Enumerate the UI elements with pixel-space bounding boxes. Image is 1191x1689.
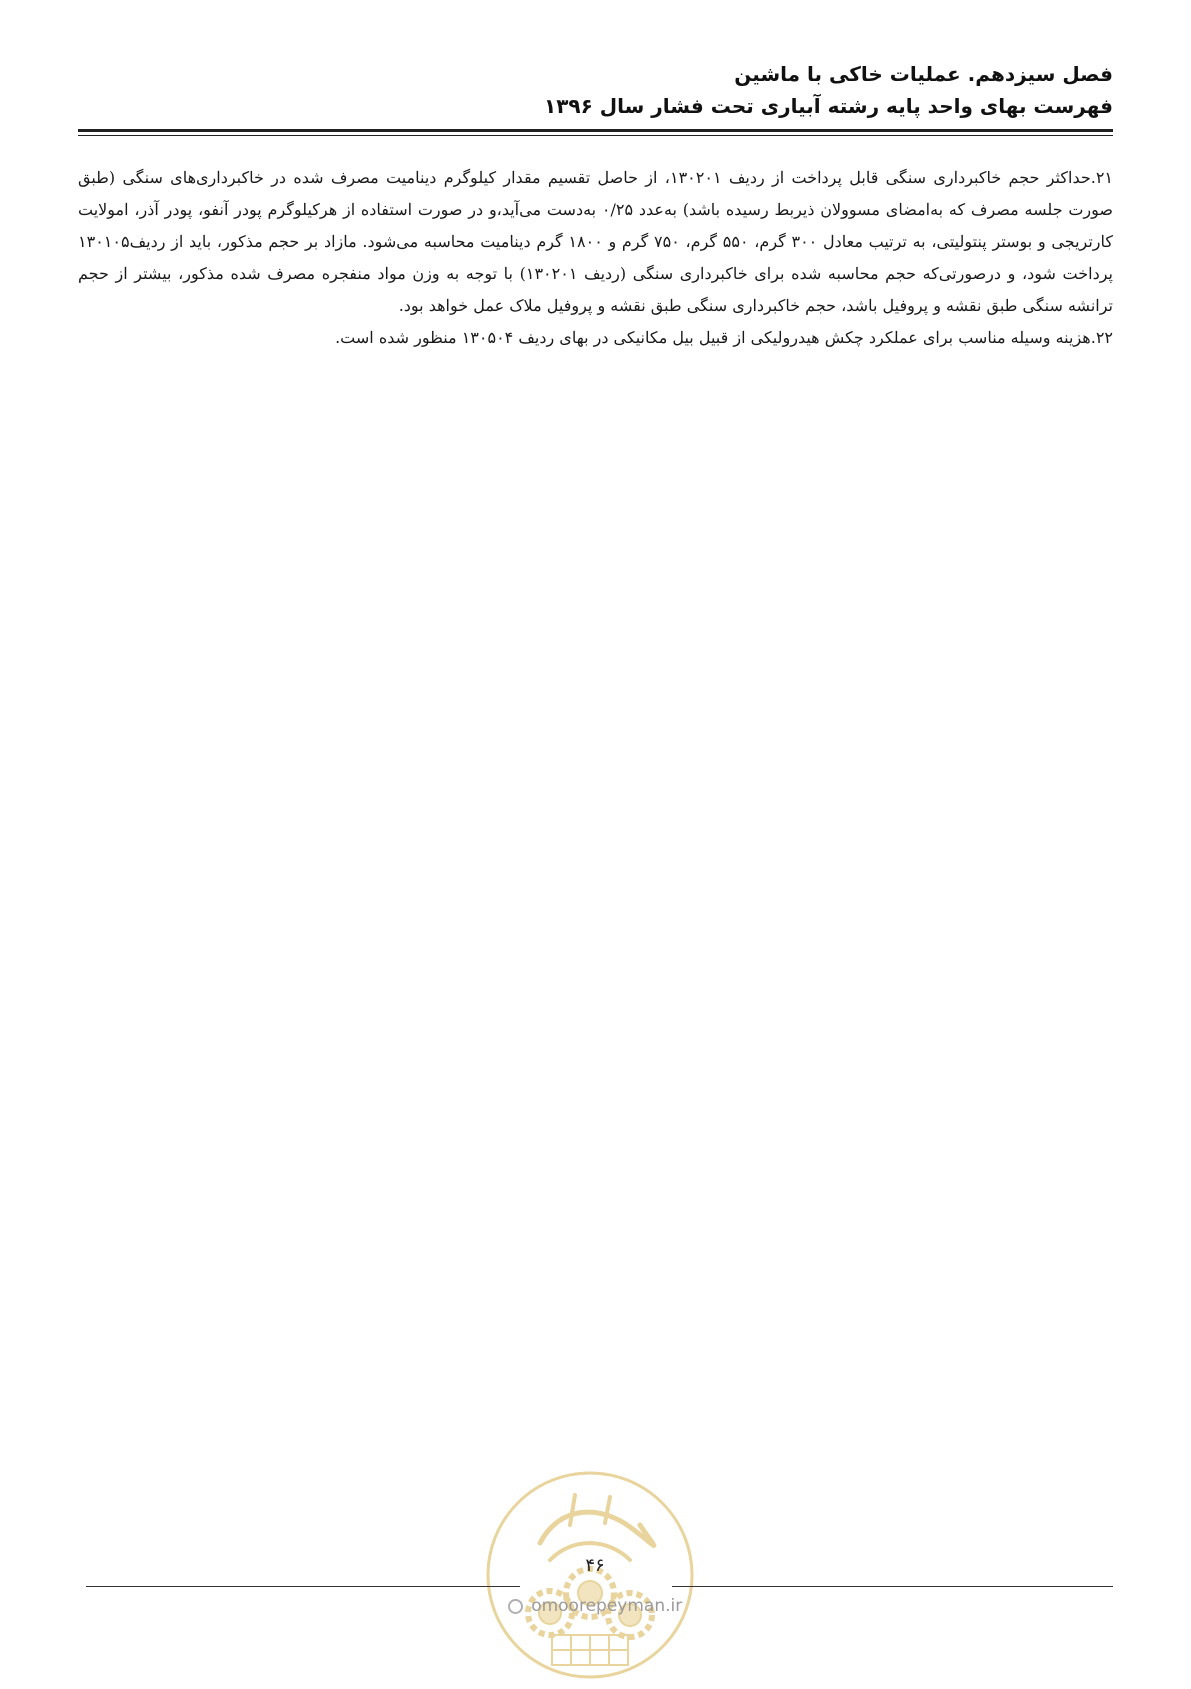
page-number: ۴۶ [585,1555,605,1576]
footer-rule-left [86,1586,520,1587]
chapter-title: فصل سیزدهم. عملیات خاکی با ماشین [734,62,1113,86]
main-content [78,162,1113,354]
note-21: ۲۱.حداکثر حجم خاکبرداری سنگی قابل پرداخت از ردیف ۱۳۰۲۰۱، از حاصل تقسیم مقدار کیلوگرم دینامیت مصرف شده در خاکبرداری‌های سنگی (طبق صورت جلسه مصرف که به‌امضای مسوولان ذیربط رسیده باشد) به‌عدد ۰/۲۵ به‌دست می‌آید،و در صورت استفاده از هرکیلوگرم پودر آنفو، پودر آذر، امولایت کارتریجی و بوستر پنتولیتی، به ترتیب معادل ۳۰۰ گرم، ۵۵۰ گرم، ۷۵۰ گرم و ۱۸۰۰ گرم دینامیت محاسبه می‌شود. مازاد بر حجم مذکور، باید از ردیف۱۳۰۱۰۵ پرداخت شود، و درصورتی‌که حجم محاسبه شده برای خاکبرداری سنگی (ردیف ۱۳۰۲۰۱) با توجه به وزن مواد منفجره مصرف شده مذکور، بیشتر از حجم ترانشه سنگی طبق نقشه و پروفیل باشد، حجم خاکبرداری سنگی طبق نقشه و پروفیل ملاک عمل خواهد بود. [78,168,1114,315]
header-rule-thick [78,129,1113,132]
price-list-title: فهرست بهای واحد پایه رشته آبیاری تحت فشار سال ۱۳۹۶ [544,94,1113,118]
note-22: ۲۲.هزینه وسیله مناسب برای عملکرد چکش هیدرولیکی از قبیل بیل مکانیکی در بهای ردیف ۱۳۰۵۰۴ منظور شده است. [335,328,1113,347]
footer-rule-right [672,1586,1113,1587]
header-rule-thin [78,135,1113,136]
page-header [78,58,1113,122]
site-watermark [480,1596,710,1616]
site-name: omoorepeyman.ir [531,1596,683,1616]
globe-icon [508,1599,523,1614]
